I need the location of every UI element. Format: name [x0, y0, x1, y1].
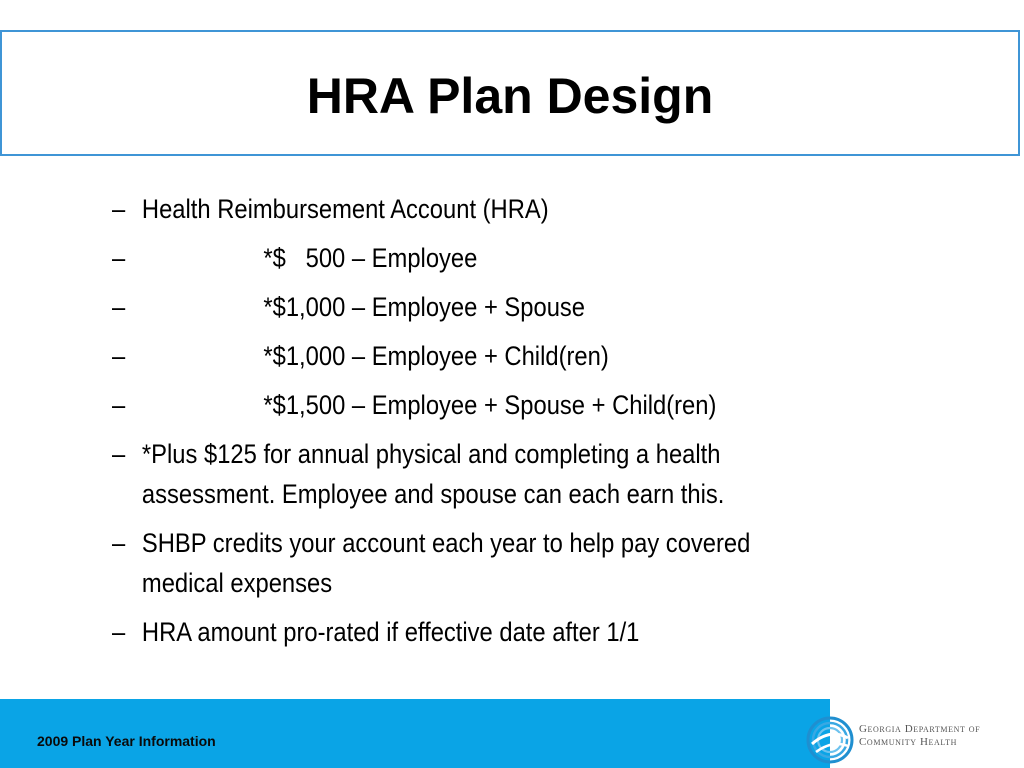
- bullet-item: [112, 336, 798, 376]
- bullet-dash: –: [112, 617, 126, 647]
- bullet-text: *Plus $125 for annual physical and completing a health assessment. Employee and spouse can each earn this.: [141, 439, 725, 509]
- bullet-text: Health Reimbursement Account (HRA): [141, 194, 549, 224]
- bullet-item: [112, 287, 798, 327]
- bullet-item: [112, 189, 798, 229]
- bullet-dash: –: [112, 528, 126, 558]
- bullet-item: [112, 238, 798, 278]
- bullet-text: *$1,000 – Employee + Spouse: [263, 292, 586, 322]
- title-box: [0, 30, 1020, 156]
- bullet-text: *$1,500 – Employee + Spouse + Child(ren): [263, 390, 717, 420]
- bullet-dash: –: [112, 390, 126, 420]
- bullet-list: [112, 189, 892, 661]
- bullet-item: [112, 523, 798, 603]
- bullet-text: SHBP credits your account each year to help pay covered medical expenses: [141, 528, 751, 598]
- slide-title: HRA Plan Design: [306, 68, 714, 124]
- bullet-dash: –: [112, 194, 126, 224]
- org-name-line2: Community Health: [859, 736, 957, 748]
- bullet-text: *$1,000 – Employee + Child(ren): [263, 341, 609, 371]
- org-name: [859, 723, 1019, 749]
- bullet-dash: –: [112, 243, 126, 273]
- footer-text: 2009 Plan Year Information: [37, 733, 216, 749]
- bullet-item: [112, 385, 798, 425]
- bullet-item: [112, 612, 798, 652]
- bullet-text: *$ 500 – Employee: [263, 243, 478, 273]
- bullet-text: HRA amount pro-rated if effective date after 1/1: [141, 617, 640, 647]
- dch-swirl-icon: [804, 714, 856, 766]
- org-name-line1: Georgia Department of: [859, 723, 981, 735]
- bullet-dash: –: [112, 439, 126, 469]
- bullet-item: [112, 434, 798, 514]
- bullet-dash: –: [112, 341, 126, 371]
- bullet-dash: –: [112, 292, 126, 322]
